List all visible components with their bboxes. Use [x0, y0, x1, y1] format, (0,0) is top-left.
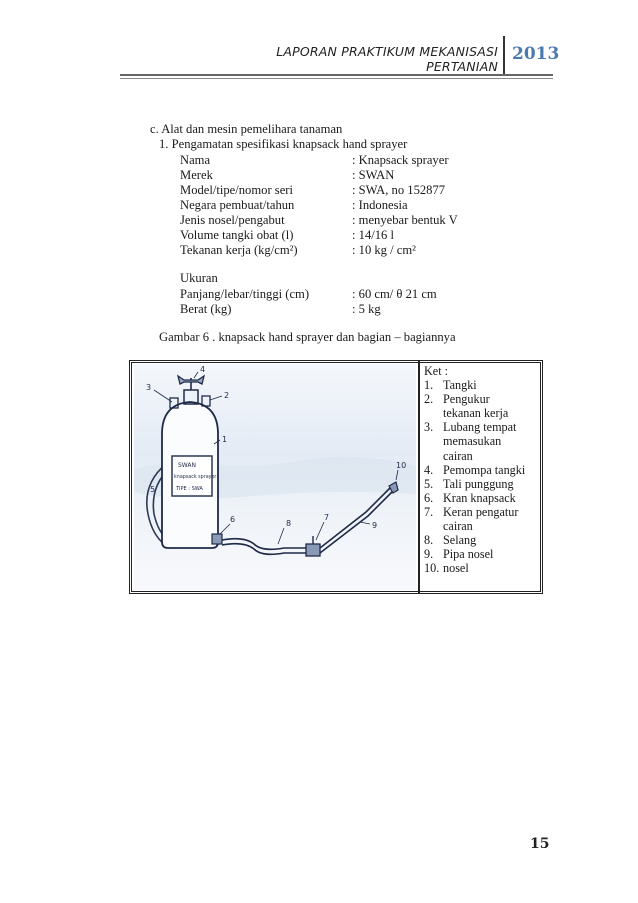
legend-number: 6.	[424, 490, 434, 505]
header-rule	[120, 74, 553, 76]
legend-text: Kran knapsack	[443, 490, 516, 505]
legend-text: memasukan	[443, 434, 502, 449]
spec-value: : 14/16 l	[352, 228, 394, 242]
section-heading: c. Alat dan mesin pemelihara tanaman	[150, 122, 343, 136]
size-heading: Ukuran	[180, 271, 218, 285]
legend-number: 2.	[424, 392, 434, 407]
legend-item	[424, 477, 525, 491]
legend-number: 9.	[424, 547, 434, 562]
legend-number: 10.	[424, 561, 440, 576]
callout-8: 8	[286, 519, 292, 528]
legend-item	[424, 378, 525, 392]
spec-label: Panjang/lebar/tinggi (cm)	[180, 287, 310, 301]
legend-text: Selang	[443, 533, 477, 548]
spec-label: Tekanan kerja (kg/cm²)	[180, 243, 298, 257]
figure-divider	[418, 360, 420, 594]
callout-2: 2	[224, 391, 230, 400]
callout-1: 1	[222, 435, 228, 444]
legend-text: cairan	[443, 519, 473, 534]
legend-text: tekanan kerja	[443, 406, 509, 421]
control-valve	[306, 544, 320, 556]
spec-label: Merek	[180, 168, 213, 182]
callout-3: 3	[146, 383, 152, 392]
legend-item	[424, 561, 525, 575]
callout-7: 7	[324, 513, 330, 522]
spec-value: : SWAN	[352, 168, 395, 182]
legend-text: Pipa nosel	[443, 547, 494, 562]
spec-label: Volume tangki obat (l)	[180, 228, 294, 242]
legend-item	[424, 434, 525, 448]
legend-item	[424, 519, 525, 533]
spec-value: : Indonesia	[352, 198, 408, 212]
figure-caption: Gambar 6 . knapsack hand sprayer dan bagian – bagiannya	[159, 330, 456, 344]
legend-text: cairan	[443, 448, 473, 463]
callout-6: 6	[230, 515, 236, 524]
spec-value: : 5 kg	[352, 302, 381, 316]
spec-label: Model/tipe/nomor seri	[180, 183, 293, 197]
tank-valve	[212, 534, 222, 544]
callout-4: 4	[200, 365, 206, 374]
legend-text: Keran pengatur	[443, 504, 519, 519]
legend-item	[424, 392, 525, 406]
legend-text: nosel	[443, 561, 469, 576]
legend-item	[424, 505, 525, 519]
legend-number: 3.	[424, 420, 434, 435]
legend-text: Pemompa tangki	[443, 462, 526, 477]
spec-label: Jenis nosel/pengabut	[180, 213, 285, 227]
spec-value: : SWA, no 152877	[352, 183, 446, 197]
spec-value: : 60 cm/ θ 21 cm	[352, 287, 437, 301]
legend-title: Ket :	[424, 364, 449, 378]
header-year: 2013	[512, 44, 560, 64]
legend-text: Tali punggung	[443, 476, 514, 491]
sub-heading: 1. Pengamatan spesifikasi knapsack hand sprayer	[159, 137, 408, 151]
page-number: 15	[530, 836, 550, 852]
legend-number: 1.	[424, 378, 434, 393]
legend-number: 7.	[424, 504, 434, 519]
legend-item	[424, 491, 525, 505]
legend-item	[424, 449, 525, 463]
legend-number: 4.	[424, 462, 434, 477]
tank-label-model: TIPE : SWA	[176, 486, 203, 492]
spec-value: : Knapsack sprayer	[352, 153, 449, 167]
callout-10: 10	[396, 461, 407, 470]
legend-number: 5.	[424, 476, 434, 491]
callout-9: 9	[372, 521, 378, 530]
spec-label: Nama	[180, 153, 211, 167]
figure-legend	[424, 364, 525, 575]
header-title: LAPORAN PRAKTIKUM MEKANISASI PERTANIAN	[276, 44, 498, 74]
spec-label: Negara pembuat/tahun	[180, 198, 295, 212]
legend-text: Pengukur	[443, 392, 490, 407]
spec-label: Berat (kg)	[180, 302, 232, 316]
legend-item	[424, 420, 525, 434]
legend-item	[424, 406, 525, 420]
legend-item	[424, 547, 525, 561]
legend-item	[424, 533, 525, 547]
legend-text: Tangki	[443, 378, 477, 393]
spec-value: : menyebar bentuk V	[352, 213, 458, 227]
legend-number: 8.	[424, 533, 434, 548]
spec-value: : 10 kg / cm²	[352, 243, 416, 257]
legend-item	[424, 463, 525, 477]
header-rule-thin	[120, 78, 553, 79]
tank-label-brand: SWAN	[178, 462, 197, 469]
tank-label-type: knapsack sprayer	[174, 475, 217, 480]
legend-text: Lubang tempat	[443, 420, 517, 435]
header-divider	[503, 36, 505, 76]
sprayer-drawing	[134, 364, 416, 590]
callout-5: 5	[150, 485, 156, 494]
